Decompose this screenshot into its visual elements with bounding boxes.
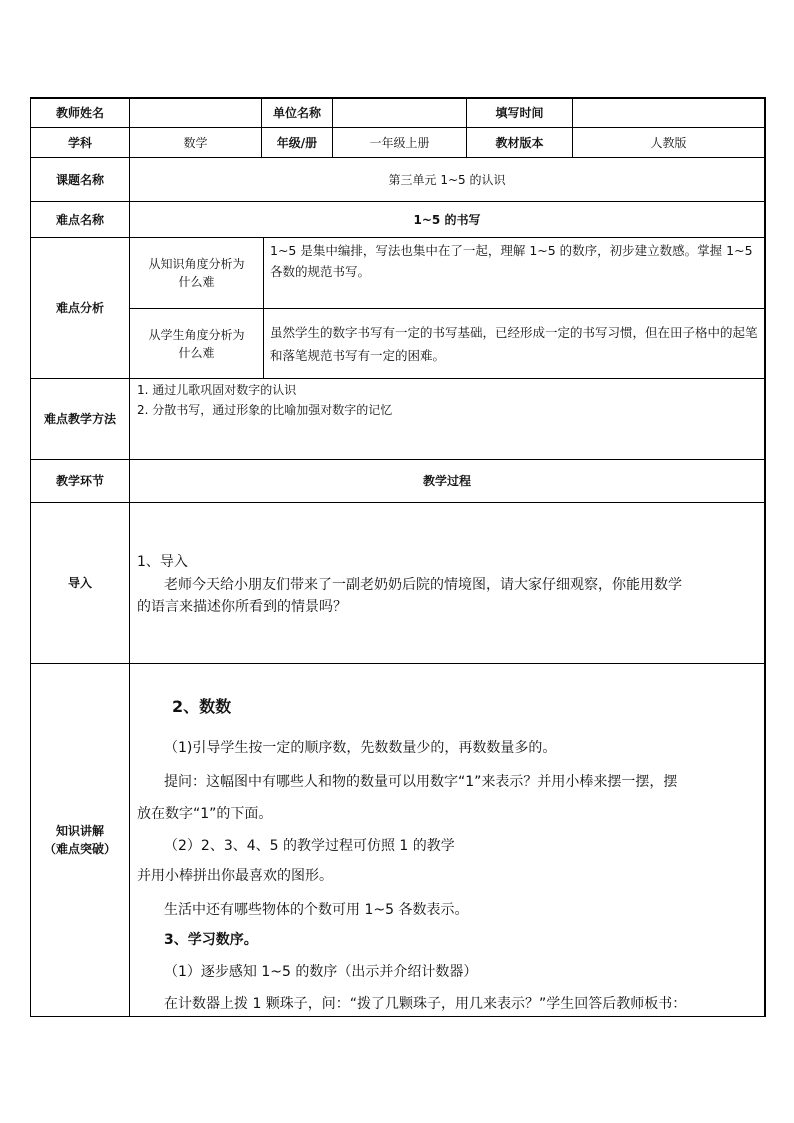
edition-value: 人教版 [650, 135, 687, 150]
student-angle-text: 虽然学生的数字书写有一定的书写基础，已经形成一定的书写习惯，但在田子格中的起笔和落笔规范书写有一定的困难。 [270, 325, 758, 363]
counting-question-line1: 提问：这幅图中有哪些人和物的数量可以用数字“1”来表示？并用小棒来摆一摆，摆 [164, 774, 678, 790]
teacher-name-value[interactable] [130, 98, 261, 127]
knowledge-angle-label [130, 238, 263, 308]
number-order-abacus-question: 在计数器上拨 1 颗珠子，问：“拨了几颗珠子，用几来表示？”学生回答后教师板书： [164, 996, 687, 1012]
intro-text-line1: 老师今天给小朋友们带来了一副老奶奶后院的情境图，请大家仔细观察，你能用数学 [164, 577, 682, 593]
student-angle-label [130, 309, 263, 378]
teacher-name-label: 教师姓名 [55, 105, 104, 120]
difficulty-analysis-label: 难点分析 [55, 301, 104, 315]
difficulty-name-label: 难点名称 [55, 212, 104, 227]
counting-step-1: （1)引导学生按一定的顺序数，先数数量少的，再数数量多的。 [164, 740, 557, 756]
fill-date-label: 填写时间 [495, 105, 544, 120]
teaching-process-header: 教学过程 [422, 474, 471, 488]
unit-name-value[interactable] [333, 98, 466, 127]
knowledge-stage-label [31, 664, 129, 1016]
table-rule [30, 1016, 765, 1017]
table-rule [30, 502, 765, 503]
teaching-method-item-1: 1. 通过儿歌巩固对数字的认识 [137, 383, 297, 397]
counting-step-2-cont: 并用小棒拼出你最喜欢的图形。 [137, 868, 333, 884]
student-angle-label-line1: 从学生角度分析为 [148, 327, 245, 342]
table-rule [30, 378, 765, 379]
number-order-heading: 3、学习数序。 [164, 932, 258, 948]
lesson-name-label: 课题名称 [55, 172, 104, 187]
teaching-stage-header: 教学环节 [55, 474, 104, 488]
knowledge-angle-label-line1: 从知识角度分析为 [148, 257, 245, 271]
number-order-step-1: （1）逐步感知 1~5 的数序（出示并介绍计数器） [164, 964, 478, 980]
knowledge-stage-label-line1: 知识讲解 [55, 824, 104, 838]
teaching-method-label: 难点教学方法 [43, 412, 116, 426]
table-rule [764, 97, 766, 1017]
counting-heading: 2、数数 [172, 697, 232, 716]
intro-stage-label: 导入 [67, 576, 92, 590]
teaching-method-item-2: 2. 分散书写，通过形象的比喻加强对数字的记忆 [137, 403, 393, 417]
lesson-name-value: 第三单元 1~5 的认识 [388, 172, 506, 187]
table-rule [263, 237, 264, 379]
counting-life-question: 生活中还有哪些物体的个数可用 1~5 各数表示。 [164, 902, 469, 918]
intro-text-line2: 的语言来描述你所看到的情景吗？ [137, 599, 347, 615]
grade-value: 一年级上册 [369, 135, 430, 150]
counting-step-2: （2）2、3、4、5 的教学过程可仿照 1 的教学 [164, 838, 455, 854]
fill-date-value[interactable] [573, 98, 764, 127]
counting-question-line2: 放在数字“1”的下面。 [137, 806, 273, 822]
grade-label: 年级/册 [276, 135, 318, 150]
difficulty-name-value: 1~5 的书写 [413, 212, 481, 227]
edition-label: 教材版本 [495, 135, 544, 150]
intro-title: 1、导入 [137, 554, 188, 570]
table-rule [30, 663, 765, 664]
student-angle-label-line2: 什么难 [178, 345, 215, 360]
knowledge-stage-label-line2: （难点突破） [43, 842, 116, 856]
unit-name-label: 单位名称 [272, 105, 321, 120]
subject-label: 学科 [67, 135, 92, 150]
knowledge-angle-label-line2: 什么难 [178, 275, 215, 289]
knowledge-angle-text: 1~5 是集中编排，写法也集中在了一起，理解 1~5 的数序，初步建立数感。掌握 1~5 各数的规范书写。 [270, 243, 753, 279]
subject-value: 数学 [183, 135, 208, 150]
